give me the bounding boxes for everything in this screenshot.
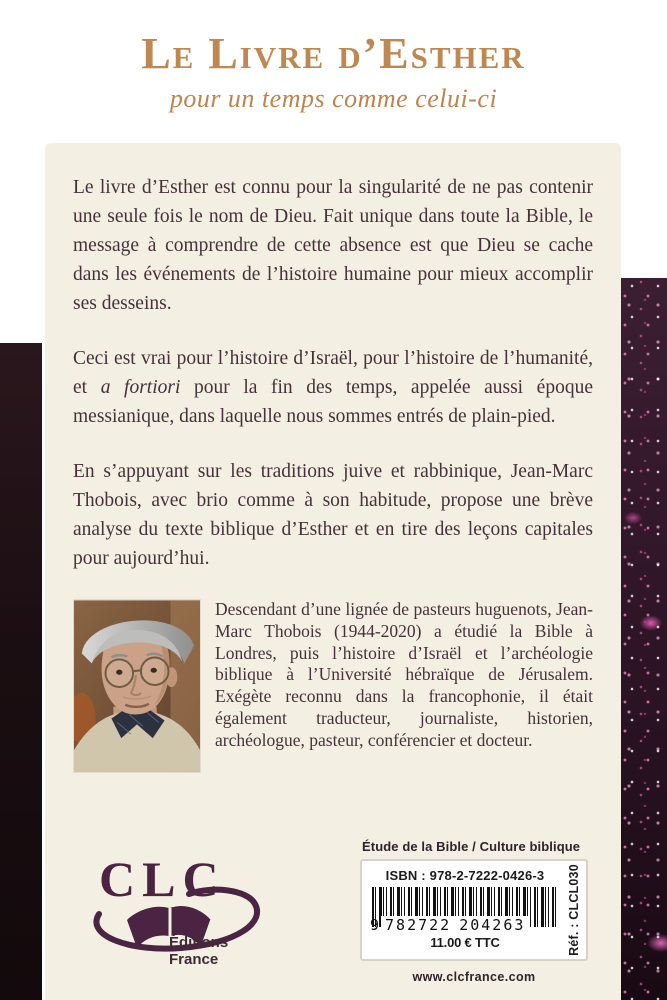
commerce-block xyxy=(360,839,588,984)
category-label: Étude de la Bible / Culture biblique xyxy=(362,839,581,854)
barcode-box xyxy=(360,859,588,961)
publisher-tagline: Éditions France xyxy=(169,934,229,968)
synopsis-paragraph-1: Le livre d’Esther est connu pour la singularité de ne pas contenir une seule fois le nom de Dieu. Fait unique dans toute la Bible, le message à comprendre de cette absence est que Dieu se cache dans les événements de l’histoire humaine pour mieux accomplir ses desseins. xyxy=(73,177,593,314)
ean-lead-digit: 9 xyxy=(370,916,380,934)
ean-group-2: 204263 xyxy=(455,916,529,934)
bottom-row xyxy=(45,839,621,984)
reference-column xyxy=(562,861,586,959)
author-bio: Descendant d’une lignée de pasteurs huguenots, Jean-Marc Thobois (1944-2020) a étudié la Bible à Londres, puis l’histoire d’Israël et l’archéologie biblique à l’Université hébraïque de Jérusalem. Exégète reconnu dans la francophonie, il était également traducteur, journaliste, historien, archéologue, pasteur, conférencier et docteur. xyxy=(215,599,593,750)
paragraph-2-text-end: pour la fin des temps, appelée aussi époque messianique, dans laquelle nous sommes entrés de plain-pied. xyxy=(73,377,593,427)
latin-phrase: a fortiori xyxy=(100,377,181,398)
author-section xyxy=(73,599,593,773)
publisher-name: CLC xyxy=(99,851,226,907)
left-dark-band xyxy=(0,343,42,1000)
reference-label: Réf. : CLCL030 xyxy=(567,864,581,956)
book-subtitle: pour un temps comme celui-ci xyxy=(169,84,498,114)
right-starfield-band xyxy=(621,278,667,1000)
book-title: Le Livre d’Esther xyxy=(141,29,526,78)
publisher-website: www.clcfrance.com xyxy=(412,970,536,984)
publisher-logo xyxy=(83,851,273,968)
synopsis-paragraph-2 xyxy=(73,344,593,431)
ean-group-1: 782722 xyxy=(381,916,455,934)
isbn-label: ISBN : 978-2-7222-0426-3 xyxy=(385,868,545,883)
price-label: 11.00 € TTC xyxy=(430,935,500,950)
paragraph-2-text: Ceci est vrai pour l’histoire d’Israël, pour l’histoire de l’humanité, et xyxy=(73,348,593,398)
ean-digits xyxy=(370,916,560,934)
author-photo xyxy=(73,599,201,773)
synopsis-paragraph-3: En s’appuyant sur les traditions juive et rabbinique, Jean-Marc Thobois, avec brio comme à son habitude, propose une brève analyse du texte biblique d’Esther et en tire des leçons capitales pour aujourd’hui. xyxy=(73,461,593,569)
header xyxy=(0,0,667,114)
text-panel xyxy=(45,143,621,1000)
